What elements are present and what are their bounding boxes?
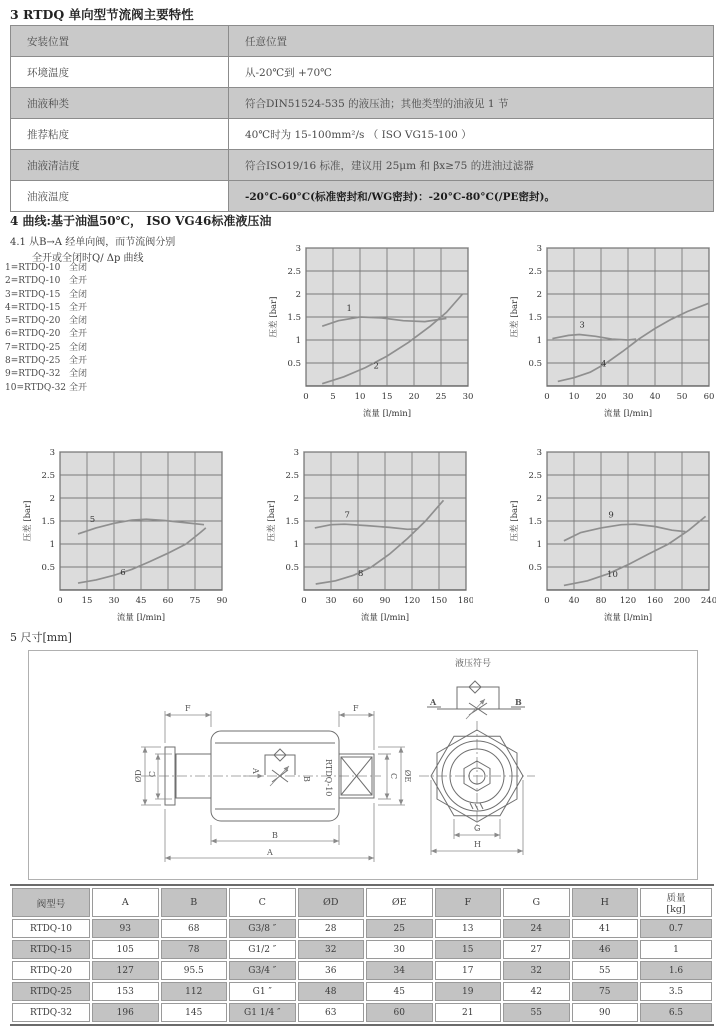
dimensions-table — [10, 884, 714, 1026]
svg-text:30: 30 — [108, 596, 120, 606]
legend-model: 5=RTDQ-20 — [5, 316, 61, 327]
svg-text:30: 30 — [622, 392, 634, 402]
chart-rtdq32 — [503, 446, 716, 624]
svg-text:1: 1 — [295, 336, 301, 346]
svg-text:0: 0 — [544, 392, 550, 402]
dim-col-header: 质量 [kg] — [640, 888, 712, 917]
dim-cell: 93 — [92, 919, 159, 938]
dim-cell: 13 — [435, 919, 502, 938]
legend-item — [5, 315, 155, 328]
dim-header-row — [12, 888, 712, 917]
legend-model: 8=RTDQ-25 — [5, 356, 61, 367]
svg-text:流量 [l/min]: 流量 [l/min] — [603, 409, 653, 419]
svg-text:0.5: 0.5 — [41, 563, 55, 573]
legend-item — [5, 342, 155, 355]
dim-cell: 90 — [572, 1003, 639, 1022]
svg-text:流量 [l/min]: 流量 [l/min] — [603, 613, 653, 623]
svg-text:压差 [bar]: 压差 [bar] — [269, 296, 279, 338]
svg-text:3: 3 — [579, 320, 585, 331]
svg-text:30: 30 — [462, 392, 474, 402]
property-label: 油液温度 — [11, 181, 229, 212]
svg-text:80: 80 — [595, 596, 607, 606]
dim-cell: 27 — [503, 940, 570, 959]
legend-state: 全开 — [69, 382, 88, 393]
dim-cell: 48 — [298, 982, 365, 1001]
svg-text:压差 [bar]: 压差 [bar] — [510, 500, 520, 542]
dim-cell: G3/8 ″ — [229, 919, 296, 938]
legend-item — [5, 302, 155, 315]
dimensions-table-body — [12, 888, 712, 1022]
svg-text:压差 [bar]: 压差 [bar] — [23, 500, 33, 542]
svg-text:60: 60 — [162, 596, 174, 606]
property-row — [11, 26, 714, 57]
svg-text:流量 [l/min]: 流量 [l/min] — [362, 409, 412, 419]
dim-b: B — [272, 831, 278, 840]
svg-text:120: 120 — [619, 596, 637, 606]
svg-text:0: 0 — [57, 596, 63, 606]
legend-item — [5, 262, 155, 275]
svg-text:1.5: 1.5 — [528, 313, 542, 323]
property-label: 油液种类 — [11, 88, 229, 119]
legend-state: 全闭 — [69, 316, 88, 327]
section5-title: 5 尺寸[mm] — [10, 631, 72, 644]
svg-text:90: 90 — [379, 596, 391, 606]
dim-cell: 30 — [366, 940, 433, 959]
property-label: 推荐粘度 — [11, 119, 229, 150]
dim-cell: 41 — [572, 919, 639, 938]
model-label: RTDQ-10 — [324, 759, 333, 797]
legend-model: 10=RTDQ-32 — [5, 382, 67, 393]
dim-col-header: B — [161, 888, 228, 917]
svg-text:2.5: 2.5 — [528, 267, 542, 277]
svg-text:60: 60 — [703, 392, 715, 402]
svg-text:40: 40 — [568, 596, 580, 606]
svg-text:20: 20 — [595, 392, 607, 402]
svg-text:200: 200 — [673, 596, 691, 606]
dim-cell: 1.6 — [640, 961, 712, 980]
port-a-label: A — [251, 768, 260, 774]
chart-rtdq20 — [16, 446, 229, 624]
svg-text:15: 15 — [381, 392, 393, 402]
property-value: 符合ISO19/16 标准，建议用 25μm 和 βx≥75 的进油过滤器 — [229, 150, 714, 181]
svg-text:2.5: 2.5 — [41, 471, 55, 481]
dim-c-left: C — [148, 770, 157, 778]
dim-f-right: F — [353, 704, 359, 713]
dim-cell: 196 — [92, 1003, 159, 1022]
svg-text:180: 180 — [457, 596, 473, 606]
section3-title: 3 RTDQ 单向型节流阀主要特性 — [10, 7, 194, 22]
svg-text:7: 7 — [344, 510, 350, 521]
svg-text:120: 120 — [403, 596, 421, 606]
curve-legend — [5, 262, 155, 395]
dim-cell: 78 — [161, 940, 228, 959]
property-value: 符合DIN51524-535 的液压油；其他类型的油液见 1 节 — [229, 88, 714, 119]
svg-text:10: 10 — [568, 392, 580, 402]
svg-text:2: 2 — [536, 290, 542, 300]
qdp-chart-svg — [260, 446, 473, 624]
dim-cell: 63 — [298, 1003, 365, 1022]
legend-model: 7=RTDQ-25 — [5, 342, 61, 353]
svg-text:0: 0 — [544, 596, 550, 606]
dim-cell: G3/4 ″ — [229, 961, 296, 980]
svg-text:20: 20 — [408, 392, 420, 402]
dim-cell: 42 — [503, 982, 570, 1001]
hydraulic-symbol — [427, 657, 525, 719]
svg-text:50: 50 — [676, 392, 688, 402]
property-value: 40℃时为 15-100mm²/s （ ISO VG15-100 ） — [229, 119, 714, 150]
dim-cell: 145 — [161, 1003, 228, 1022]
dim-cell: 112 — [161, 982, 228, 1001]
dim-cell: 25 — [366, 919, 433, 938]
svg-text:2.5: 2.5 — [528, 471, 542, 481]
section41-line2: 全开或全闭时Q/ Δp 曲线 — [32, 253, 144, 264]
dim-cell: 6.5 — [640, 1003, 712, 1022]
legend-state: 全闭 — [69, 342, 88, 353]
svg-text:150: 150 — [430, 596, 448, 606]
legend-state: 全开 — [69, 302, 88, 313]
dim-cell: 95.5 — [161, 961, 228, 980]
dim-cell: 105 — [92, 940, 159, 959]
dim-col-header: ØE — [366, 888, 433, 917]
legend-state: 全开 — [69, 356, 88, 367]
svg-text:3: 3 — [536, 448, 542, 458]
svg-text:30: 30 — [325, 596, 337, 606]
dim-cell: 19 — [435, 982, 502, 1001]
property-label: 油液清洁度 — [11, 150, 229, 181]
svg-text:75: 75 — [189, 596, 201, 606]
property-row — [11, 181, 714, 212]
dim-cell: 1 — [640, 940, 712, 959]
svg-text:40: 40 — [649, 392, 661, 402]
legend-state: 全闭 — [69, 263, 88, 273]
dim-cell: 55 — [503, 1003, 570, 1022]
svg-text:240: 240 — [700, 596, 716, 606]
legend-model: 2=RTDQ-10 — [5, 276, 61, 287]
property-label: 环境温度 — [11, 57, 229, 88]
svg-text:2: 2 — [293, 494, 299, 504]
dim-f-left: F — [185, 704, 191, 713]
legend-item — [5, 275, 155, 288]
dim-cell: 17 — [435, 961, 502, 980]
valve-end-view — [419, 721, 535, 855]
dim-cell: 127 — [92, 961, 159, 980]
svg-text:25: 25 — [435, 392, 447, 402]
property-row — [11, 57, 714, 88]
dim-cell: 60 — [366, 1003, 433, 1022]
svg-text:0.5: 0.5 — [285, 563, 299, 573]
symbol-port-b: B — [515, 697, 522, 707]
property-row — [11, 150, 714, 181]
dimensions-table-grid — [10, 886, 714, 1024]
dim-cell: 45 — [366, 982, 433, 1001]
valve-side-view — [134, 704, 412, 862]
svg-text:0: 0 — [303, 392, 309, 402]
dim-oe: ØE — [403, 769, 412, 783]
dim-cell: 28 — [298, 919, 365, 938]
properties-table-body — [11, 26, 714, 212]
dim-col-header: 阀型号 — [12, 888, 90, 917]
svg-text:1: 1 — [293, 540, 299, 550]
svg-text:2: 2 — [49, 494, 55, 504]
dim-row — [12, 982, 712, 1001]
dim-cell: RTDQ-15 — [12, 940, 90, 959]
svg-text:1: 1 — [536, 336, 542, 346]
property-value: -20°C-60°C(标准密封和/WG密封)：-20°C-80°C(/PE密封)。 — [229, 181, 714, 212]
svg-text:3: 3 — [293, 448, 299, 458]
dim-cell: 153 — [92, 982, 159, 1001]
chart-rtdq15 — [503, 242, 716, 420]
properties-table — [10, 25, 714, 212]
svg-text:15: 15 — [81, 596, 93, 606]
svg-text:2: 2 — [536, 494, 542, 504]
dim-cell: 68 — [161, 919, 228, 938]
dim-cell: RTDQ-10 — [12, 919, 90, 938]
svg-text:160: 160 — [646, 596, 664, 606]
legend-model: 3=RTDQ-15 — [5, 289, 61, 300]
legend-state: 全闭 — [69, 289, 88, 300]
legend-state: 全开 — [69, 329, 88, 340]
svg-text:流量 [l/min]: 流量 [l/min] — [116, 613, 166, 623]
svg-text:9: 9 — [608, 510, 614, 521]
svg-text:0: 0 — [301, 596, 307, 606]
svg-text:1: 1 — [49, 540, 55, 550]
qdp-chart-svg — [262, 242, 475, 420]
thread-hatch — [470, 803, 483, 810]
dim-col-header: F — [435, 888, 502, 917]
chart-rtdq25 — [260, 446, 473, 624]
dim-row — [12, 940, 712, 959]
section4-title: 4 曲线:基于油温50℃， ISO VG46标准液压油 — [10, 214, 272, 228]
dim-cell: RTDQ-25 — [12, 982, 90, 1001]
dim-cell: 15 — [435, 940, 502, 959]
property-value: 任意位置 — [229, 26, 714, 57]
qdp-chart-svg — [503, 446, 716, 624]
svg-text:45: 45 — [135, 596, 147, 606]
legend-model: 4=RTDQ-15 — [5, 302, 61, 313]
dim-row — [12, 919, 712, 938]
legend-model: 1=RTDQ-10 — [5, 263, 61, 273]
property-label: 安装位置 — [11, 26, 229, 57]
svg-text:压差 [bar]: 压差 [bar] — [267, 500, 277, 542]
svg-text:2.5: 2.5 — [285, 471, 299, 481]
svg-text:压差 [bar]: 压差 [bar] — [510, 296, 520, 338]
legend-state: 全闭 — [69, 369, 88, 380]
dim-cell: 34 — [366, 961, 433, 980]
svg-text:8: 8 — [357, 569, 364, 580]
dim-cell: 32 — [298, 940, 365, 959]
svg-text:10: 10 — [607, 570, 618, 581]
dim-row — [12, 961, 712, 980]
svg-text:3: 3 — [295, 244, 301, 254]
legend-item — [5, 382, 155, 395]
chart-rtdq10 — [262, 242, 475, 420]
dimension-drawing-svg — [29, 651, 697, 879]
dim-cell: 3.5 — [640, 982, 712, 1001]
dim-cell: 24 — [503, 919, 570, 938]
dim-cell: G1/2 ″ — [229, 940, 296, 959]
port-b-label: B — [302, 776, 311, 782]
svg-text:0.5: 0.5 — [528, 359, 542, 369]
svg-text:3: 3 — [536, 244, 542, 254]
dim-col-header: H — [572, 888, 639, 917]
svg-text:4: 4 — [600, 359, 607, 370]
svg-text:1.5: 1.5 — [41, 517, 55, 527]
svg-text:5: 5 — [330, 392, 336, 402]
legend-item — [5, 355, 155, 368]
svg-text:10: 10 — [354, 392, 366, 402]
dim-c-right: C — [389, 772, 398, 780]
property-value: 从-20℃到 +70℃ — [229, 57, 714, 88]
legend-item — [5, 328, 155, 341]
legend-state: 全开 — [69, 276, 88, 287]
svg-text:2: 2 — [373, 361, 379, 372]
dim-cell: 36 — [298, 961, 365, 980]
svg-text:5: 5 — [89, 514, 96, 525]
dim-cell: G1 1/4 ″ — [229, 1003, 296, 1022]
svg-text:0.5: 0.5 — [287, 359, 301, 369]
dimension-drawing — [28, 650, 698, 880]
dim-col-header: ØD — [298, 888, 365, 917]
hydraulic-symbol-title: 液压符号 — [455, 659, 492, 669]
svg-text:6: 6 — [120, 567, 126, 578]
section41-line1: 4.1 从B→A 经单向阀，而节流阀分别 — [10, 237, 176, 248]
dim-col-header: G — [503, 888, 570, 917]
dim-cell: G1 ″ — [229, 982, 296, 1001]
qdp-chart-svg — [503, 242, 716, 420]
legend-model: 6=RTDQ-20 — [5, 329, 61, 340]
dim-g: G — [474, 824, 481, 833]
dim-cell: 55 — [572, 961, 639, 980]
dim-h: H — [474, 840, 481, 849]
dim-cell: 0.7 — [640, 919, 712, 938]
dim-cell: 46 — [572, 940, 639, 959]
dim-cell: RTDQ-20 — [12, 961, 90, 980]
svg-text:60: 60 — [352, 596, 364, 606]
dim-od: ØD — [134, 769, 143, 783]
dim-cell: 21 — [435, 1003, 502, 1022]
svg-text:0.5: 0.5 — [528, 563, 542, 573]
svg-text:2: 2 — [295, 290, 301, 300]
dim-a: A — [267, 848, 273, 857]
svg-text:2.5: 2.5 — [287, 267, 301, 277]
svg-text:1.5: 1.5 — [528, 517, 542, 527]
dim-col-header: A — [92, 888, 159, 917]
svg-text:1: 1 — [536, 540, 542, 550]
legend-item — [5, 289, 155, 302]
svg-text:3: 3 — [49, 448, 55, 458]
symbol-port-a: A — [430, 697, 437, 707]
svg-text:1.5: 1.5 — [287, 313, 301, 323]
property-row — [11, 88, 714, 119]
property-row — [11, 119, 714, 150]
qdp-chart-svg — [16, 446, 229, 624]
svg-text:1.5: 1.5 — [285, 517, 299, 527]
dim-row — [12, 1003, 712, 1022]
dim-cell: 32 — [503, 961, 570, 980]
dim-cell: RTDQ-32 — [12, 1003, 90, 1022]
svg-text:流量 [l/min]: 流量 [l/min] — [360, 613, 410, 623]
dim-cell: 75 — [572, 982, 639, 1001]
svg-text:90: 90 — [216, 596, 228, 606]
dim-col-header: C — [229, 888, 296, 917]
legend-model: 9=RTDQ-32 — [5, 369, 61, 380]
legend-item — [5, 368, 155, 381]
svg-text:1: 1 — [346, 304, 352, 315]
